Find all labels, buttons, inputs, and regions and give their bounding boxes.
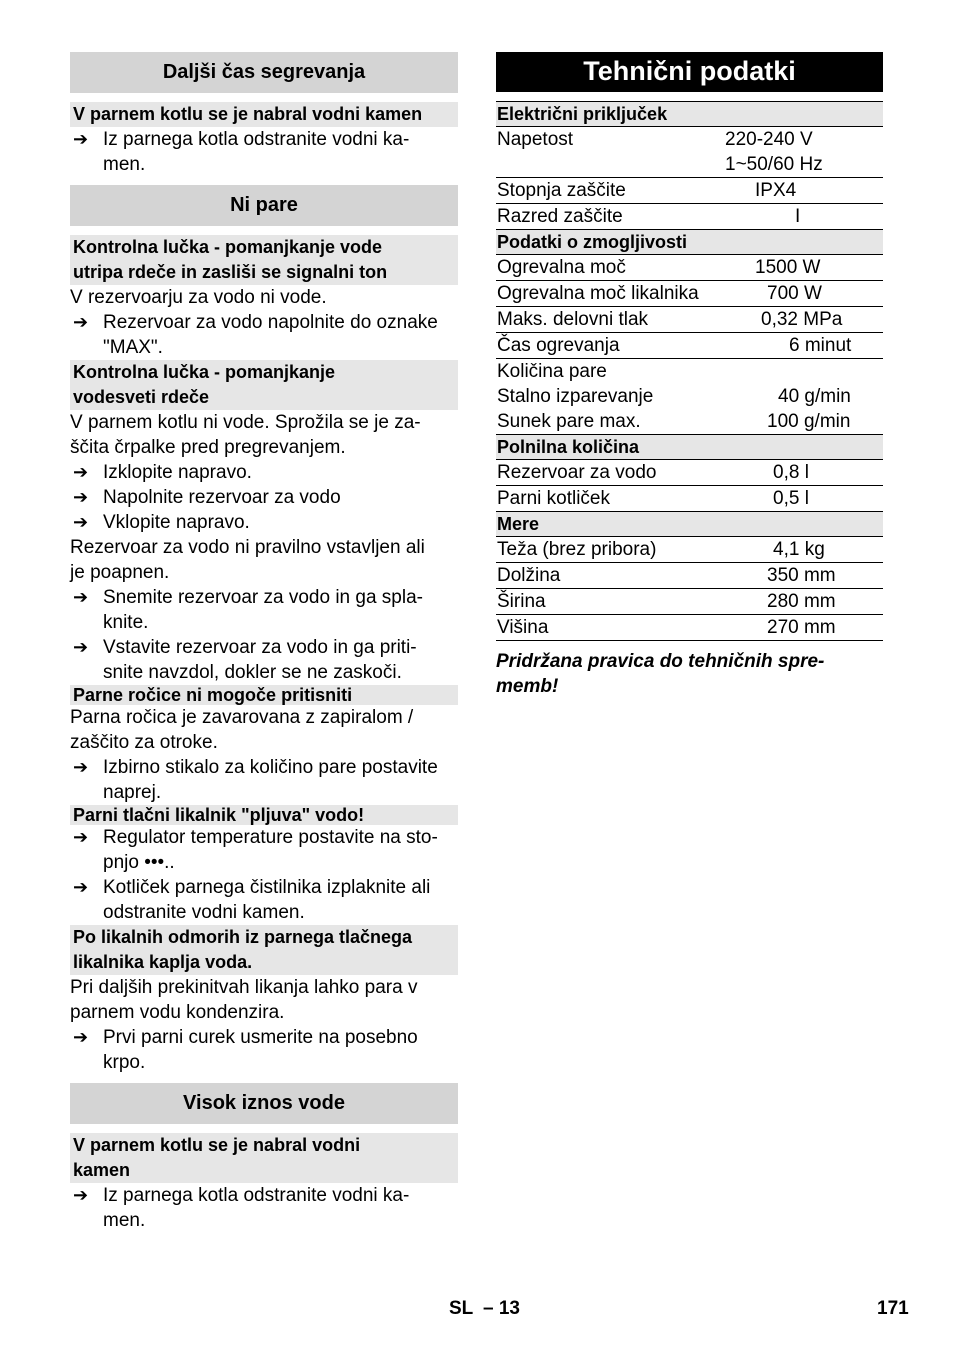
- heading-no-steam: Ni pare: [70, 185, 458, 226]
- arrow-right-icon: ➔: [73, 637, 89, 657]
- table-row: Razred zaščite I: [496, 204, 883, 230]
- table-row: 1~50/60 Hz: [496, 152, 883, 178]
- table-section-performance: Podatki o zmogljivosti: [496, 230, 883, 255]
- table-row: Stopnja zaščite IPX4: [496, 178, 883, 204]
- list-item: ➔ Prvi parni curek usmerite na posebno krpo.: [73, 1027, 418, 1073]
- arrow-right-icon: ➔: [73, 1185, 89, 1205]
- arrow-right-icon: ➔: [73, 512, 89, 532]
- subheading-water-lamp-blinks: Kontrolna lučka - pomanjkanje vode utripa rdeče in zasliši se signalni ton: [70, 235, 458, 285]
- table-row: Maks. delovni tlak 0,32 MPa: [496, 307, 883, 333]
- table-row: Parni kotliček 0,5 l: [496, 486, 883, 512]
- arrow-right-icon: ➔: [73, 587, 89, 607]
- arrow-right-icon: ➔: [73, 827, 89, 847]
- arrow-right-icon: ➔: [73, 757, 89, 777]
- subheading-lever: Parne ročice ni mogoče pritisniti: [70, 685, 458, 705]
- subheading-iron-spits: Parni tlačni likalnik "pljuva" vodo!: [70, 805, 458, 825]
- list-item: ➔ Napolnite rezervoar za vodo: [73, 487, 341, 508]
- footer-page-number: 171: [877, 1298, 909, 1319]
- arrow-right-icon: ➔: [73, 1027, 89, 1047]
- table-row: Dolžina 350 mm: [496, 563, 883, 589]
- heading-longer-heating: Daljši čas segrevanja: [70, 52, 458, 93]
- subheading-limescale-2: V parnem kotlu se je nabral vodni kamen: [70, 1133, 458, 1183]
- table-row: Ogrevalna moč 1500 W: [496, 255, 883, 281]
- table-section-fill: Polnilna količina: [496, 435, 883, 460]
- list-item: ➔ Kotliček parnega čistilnika izplaknite ali odstranite vodni kamen.: [73, 877, 431, 923]
- tech-data-column: [496, 52, 883, 699]
- left-column: [70, 52, 458, 1233]
- arrow-right-icon: ➔: [73, 877, 89, 897]
- paragraph: Pri daljših prekinitvah likanja lahko para v parnem vodu kondenzira.: [70, 977, 418, 1023]
- list-item: ➔ Rezervoar za vodo napolnite do oznake "MAX".: [73, 312, 438, 358]
- paragraph: Rezervoar za vodo ni pravilno vstavljen ali je poapnen.: [70, 537, 425, 583]
- subheading-iron-drips: Po likalnih odmorih iz parnega tlačnega likalnika kaplja voda.: [70, 925, 458, 975]
- technical-changes-note: Pridržana pravica do tehničnih spre- memb!: [496, 651, 825, 697]
- list-item: ➔ Izklopite napravo.: [73, 462, 252, 483]
- paragraph: Parna ročica je zavarovana z zapiralom / zaščito za otroke.: [70, 707, 414, 753]
- paragraph: V rezervoarju za vodo ni vode.: [70, 287, 327, 308]
- paragraph: V parnem kotlu ni vode. Sprožila se je za- ščita črpalke pred pregrevanjem.: [70, 412, 421, 458]
- footer-language: SL: [449, 1298, 474, 1319]
- list-item: ➔ Vstavite rezervoar za vodo in ga priti- snite navzdol, dokler se ne zaskoči.: [73, 637, 417, 683]
- table-row: Sunek pare max. 100 g/min: [496, 409, 883, 435]
- table-row: Količina pare: [497, 361, 607, 382]
- list-item: ➔ Regulator temperature postavite na sto- pnjo •••..: [73, 827, 438, 873]
- arrow-right-icon: ➔: [73, 462, 89, 482]
- table-row: Čas ogrevanja 6 minut: [496, 333, 883, 359]
- table-section-electrical: Električni priključek: [496, 101, 883, 127]
- table-row: Širina 280 mm: [496, 589, 883, 615]
- list-item: ➔ Izbirno stikalo za količino pare postavite naprej.: [73, 757, 438, 803]
- subheading-limescale: V parnem kotlu se je nabral vodni kamen: [70, 102, 458, 127]
- list-item: ➔ Iz parnega kotla odstranite vodni ka- men.: [73, 1185, 410, 1231]
- footer-local-page: – 13: [483, 1298, 520, 1319]
- arrow-right-icon: ➔: [73, 312, 89, 332]
- table-row: Napetost 220-240 V: [497, 129, 813, 150]
- table-row: Teža (brez pribora) 4,1 kg: [496, 537, 883, 563]
- subheading-water-lamp-red: Kontrolna lučka - pomanjkanje vodesveti rdeče: [70, 360, 458, 410]
- arrow-right-icon: ➔: [73, 487, 89, 507]
- table-row: Rezervoar za vodo 0,8 l: [496, 460, 883, 486]
- list-item: ➔ Snemite rezervoar za vodo in ga spla- knite.: [73, 587, 423, 633]
- table-row: Stalno izparevanje 40 g/min: [497, 386, 851, 407]
- table-section-dimensions: Mere: [496, 512, 883, 537]
- table-row: Višina 270 mm: [496, 615, 883, 641]
- table-row: Ogrevalna moč likalnika 700 W: [496, 281, 883, 307]
- heading-high-water: Visok iznos vode: [70, 1083, 458, 1124]
- arrow-right-icon: ➔: [73, 129, 89, 149]
- list-item: ➔ Vklopite napravo.: [73, 512, 250, 533]
- tech-data-title: Tehnični podatki: [496, 52, 883, 92]
- list-item: ➔ Iz parnega kotla odstranite vodni ka- men.: [73, 129, 410, 175]
